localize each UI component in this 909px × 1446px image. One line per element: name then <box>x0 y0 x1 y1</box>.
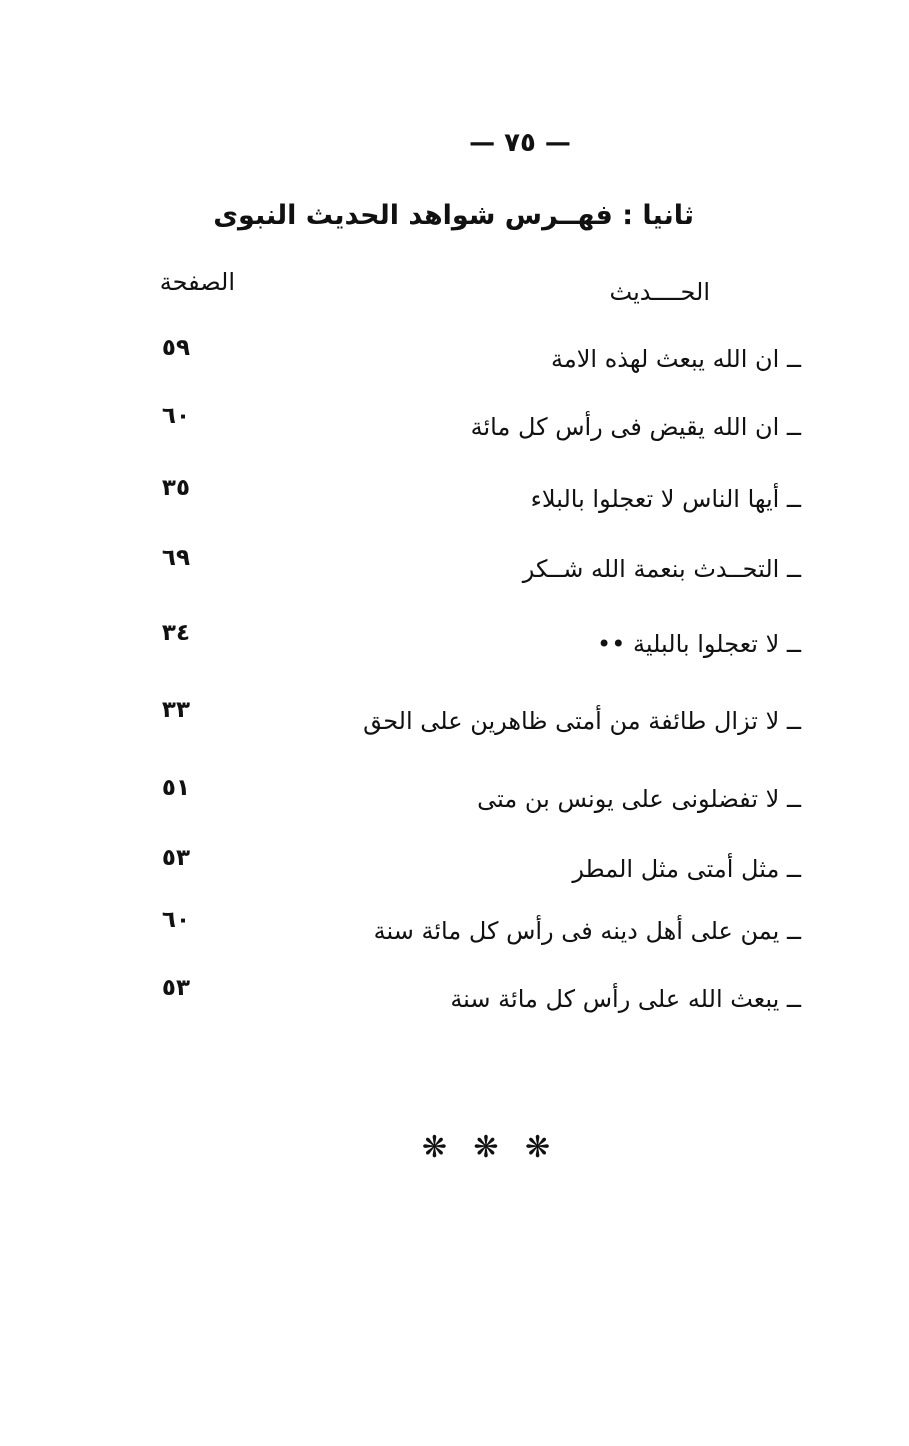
page-reference: ٣٥ <box>161 475 190 501</box>
hadith-text: ــ ان الله يبعث لهذه الامة <box>551 345 801 373</box>
page-number: — ٧٥ — <box>469 128 571 158</box>
page-reference: ٦٩ <box>161 545 190 571</box>
end-ornament: ❋ ❋ ❋ <box>421 1130 559 1165</box>
list-item <box>0 335 909 395</box>
list-item <box>0 907 909 967</box>
list-item <box>0 620 909 680</box>
list-item <box>0 403 909 463</box>
list-item <box>0 845 909 905</box>
page-title: ثانيا : فهــرس شواهد الحديث النبوى <box>213 200 694 231</box>
hadith-text: ــ ان الله يقيض فى رأس كل مائة <box>470 413 801 441</box>
column-header-hadith: الحــــديث <box>609 278 710 306</box>
hadith-text: ــ لا تعجلوا بالبلية •• <box>597 630 801 658</box>
page-reference: ٥٩ <box>161 335 190 361</box>
list-item <box>0 475 909 535</box>
hadith-text: ــ يبعث الله على رأس كل مائة سنة <box>450 985 801 1013</box>
list-item <box>0 545 909 605</box>
page-reference: ٥٣ <box>161 845 190 871</box>
page-reference: ٦٠ <box>161 403 190 429</box>
page-reference: ٥١ <box>161 775 190 801</box>
page-reference: ٣٤ <box>161 620 190 646</box>
page-reference: ٥٣ <box>161 975 190 1001</box>
hadith-text: ــ أيها الناس لا تعجلوا بالبلاء <box>530 485 801 513</box>
page-reference: ٦٠ <box>161 907 190 933</box>
page-reference: ٣٣ <box>161 697 190 723</box>
hadith-text: ــ يمن على أهل دينه فى رأس كل مائة سنة <box>373 917 801 945</box>
list-item <box>0 975 909 1035</box>
list-item <box>0 697 909 757</box>
list-item <box>0 775 909 835</box>
hadith-text: ــ التحــدث بنعمة الله شــكر <box>522 555 801 583</box>
hadith-text: ــ لا تفضلونى على يونس بن متى <box>477 785 801 813</box>
column-header-page: الصفحة <box>159 268 235 296</box>
hadith-index-list <box>0 335 909 1055</box>
hadith-text: ــ لا تزال طائفة من أمتى ظاهرين على الحق <box>363 707 801 735</box>
hadith-text: ــ مثل أمتى مثل المطر <box>572 855 801 883</box>
